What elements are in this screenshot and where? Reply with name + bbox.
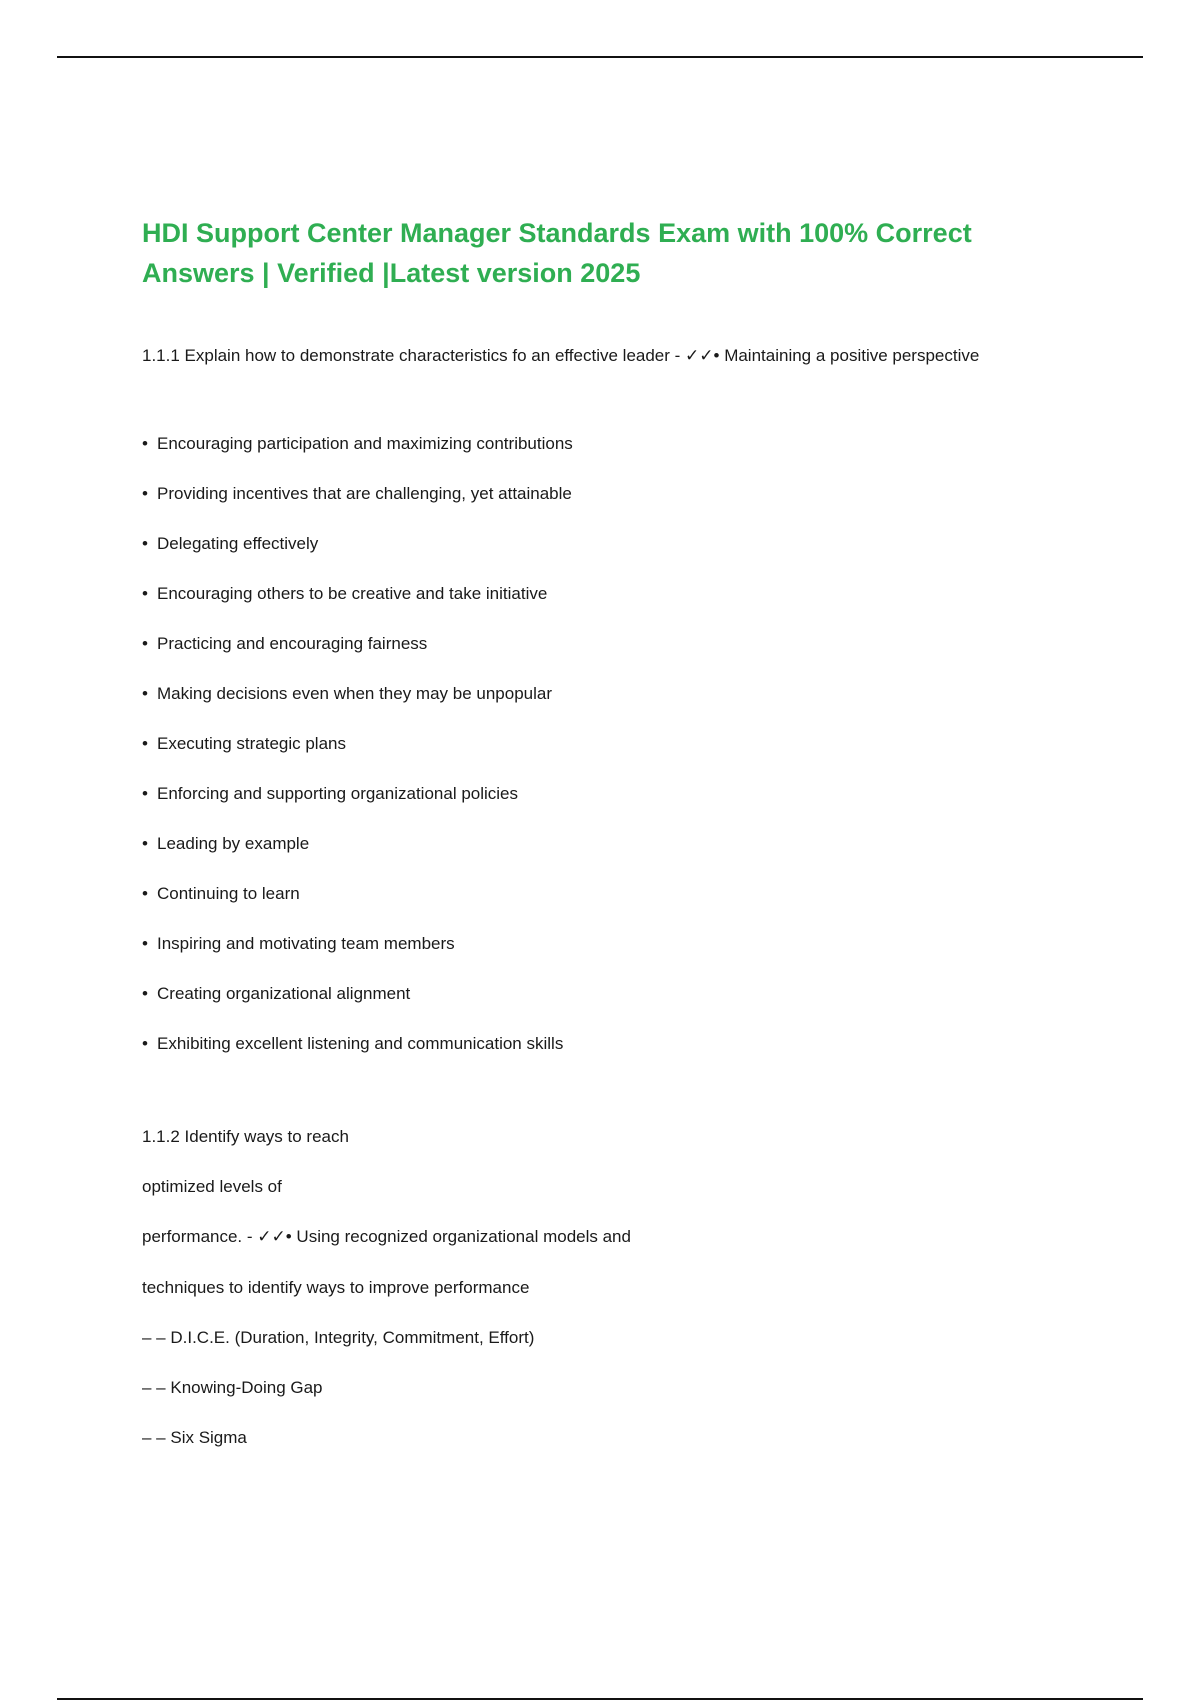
question-2-line: – – Knowing-Doing Gap [142,1378,323,1397]
bullet-glyph: • [142,734,148,753]
question-2-line: optimized levels of [142,1177,282,1196]
list-item [142,528,318,559]
list-item [142,978,410,1009]
list-item-text: Continuing to learn [157,884,300,903]
bullet-glyph: • [142,884,148,903]
list-item-text: Executing strategic plans [157,734,346,753]
list-item-text: Exhibiting excellent listening and communication skills [157,1034,564,1053]
list-item [142,878,300,909]
bullet-glyph: • [142,834,148,853]
list-item-text: Enforcing and supporting organizational policies [157,784,519,803]
bullet-glyph: • [142,1034,148,1053]
question-2-line: – – Six Sigma [142,1428,247,1447]
list-item [142,678,552,709]
bullet-glyph: • [142,784,148,803]
list-item [142,778,518,809]
list-item-text: Practicing and encouraging fairness [157,634,428,653]
list-item-text: Inspiring and motivating team members [157,934,455,953]
question-2-line: techniques to identify ways to improve performance [142,1278,530,1297]
bullet-glyph: • [142,584,148,603]
list-item [142,928,455,959]
list-item [142,828,309,859]
bullet-glyph: • [142,934,148,953]
bullet-glyph: • [142,684,148,703]
bullet-glyph: • [142,984,148,1003]
list-item [142,578,547,609]
list-item [142,478,572,509]
bullet-glyph: • [142,634,148,653]
list-item-text: Creating organizational alignment [157,984,411,1003]
list-item-text: Leading by example [157,834,310,853]
question-2-line: performance. - ✓✓• Using recognized organizational models and [142,1227,631,1246]
question-1-text: 1.1.1 Explain how to demonstrate characteristics fo an effective leader - ✓✓• Maintaining a positive perspective [142,346,980,365]
list-item-text: Making decisions even when they may be unpopular [157,684,553,703]
list-item-text: Encouraging participation and maximizing contributions [157,434,573,453]
list-item-text: Delegating effectively [157,534,319,553]
question-2-line: – – D.I.C.E. (Duration, Integrity, Commitment, Effort) [142,1328,535,1347]
bullet-glyph: • [142,534,148,553]
bullet-glyph: • [142,434,148,453]
list-item [142,428,573,459]
list-item-text: Providing incentives that are challenging, yet attainable [157,484,572,503]
document-title: HDI Support Center Manager Standards Exam with 100% Correct Answers | Verified |Latest version 2025 [142,218,972,288]
list-item [142,628,427,659]
list-item-text: Encouraging others to be creative and take initiative [157,584,548,603]
question-2-line: 1.1.2 Identify ways to reach [142,1127,349,1146]
top-rule [57,56,1143,58]
list-item [142,728,346,759]
bullet-glyph: • [142,484,148,503]
list-item [142,1028,563,1059]
